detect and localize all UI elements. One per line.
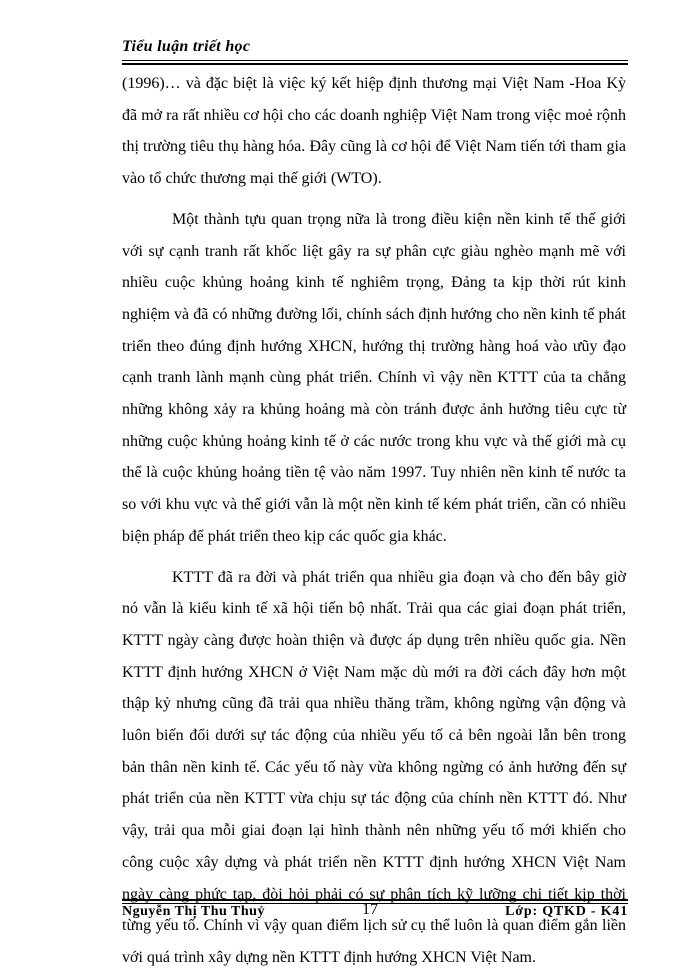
page-header-title: Tiểu luận triết học — [122, 38, 251, 55]
page-number: 17 — [362, 901, 378, 918]
footer-class-label: Lớp: QTKD - K41 — [505, 904, 628, 919]
document-body — [122, 68, 626, 974]
page-footer — [122, 901, 628, 926]
header-divider — [122, 60, 628, 65]
footer-author: Nguyễn Thị Thu Thuỷ — [122, 904, 265, 919]
paragraph-2: Một thành tựu quan trọng nữa là trong điều kiện nền kinh tế thế giới với sự cạnh tranh rất khốc liệt gây ra sự phân cực giàu nghèo mạnh mẽ với nhiều cuộc khủng hoảng kinh tế nghiêm trọng, Đảng ta kịp thời rút kinh nghiệm và đã có những đường lối, chính sách định hướng cho nền kinh tế phát triển theo đúng định hướng XHCN, hướng thị trường hàng hoá vào ưũy đạo cạnh tranh lành mạnh cùng phát triển. Chính vì vậy nền KTTT của ta chẳng những không xảy ra khủng hoảng mà còn tránh được ảnh hưởng tiêu cực từ những cuộc khủng hoảng kinh tế ở các nước trong khu vực và thế giới mà cụ thể là cuộc khủng hoảng tiền tệ vào năm 1997. Tuy nhiên nền kinh tế nước ta so với khu vực và thế giới vẫn là một nền kinh tế kém phát triển, cần có nhiều biện pháp để phát triển theo kịp các quốc gia khác. — [122, 210, 626, 545]
paragraph-1: (1996)… và đặc biệt là việc ký kết hiệp định thương mại Việt Nam -Hoa Kỳ đã mở ra rất nhiều cơ hội cho các doanh nghiệp Việt Nam trong việc moẻ rộnh thị trường tiêu thụ hàng hóa. Đây cũng là cơ hội để Việt Nam tiến tới tham gia vào tổ chức thương mại thế giới (WTO). — [122, 75, 626, 188]
paragraph-3: KTTT đã ra đời và phát triển qua nhiều gia đoạn và cho đến bây giờ nó vẫn là kiểu kinh tế xã hội tiến bộ nhất. Trải qua các giai đoạn phát triển, KTTT ngày càng được hoàn thiện và được áp dụng trên nhiều quốc gia. Nền KTTT định hướng XHCN ở Việt Nam mặc dù mới ra đời cách đây hơn một thập kỷ nhưng cũng đã trải qua nhiều thăng trầm, không ngừng vận động và luôn biến đổi dưới sự tác động của nhiều yếu tố cả bên ngoài lẫn bên trong bản thân nền kinh tế. Các yếu tố này vừa không ngừng có ảnh hưởng đến sự phát triển của nền KTTT vừa chịu sự tác động của chính nền KTTT đó. Như vậy, trải qua mỗi giai đoạn lại hình thành nên những yếu tố mới khiến cho công cuộc xây dựng và phát triển nền KTTT định hướng XHCN Việt Nam ngày càng phức tạp, đòi hỏi phải có sự phân tích kỹ lưỡng chi tiết kịp thời từng yếu tố. Chính vì vậy quan điểm lịch sử cụ thể luôn là quan điểm gắn liền với quá trình xây dựng nền KTTT định hướng XHCN Việt Nam. — [122, 568, 626, 966]
